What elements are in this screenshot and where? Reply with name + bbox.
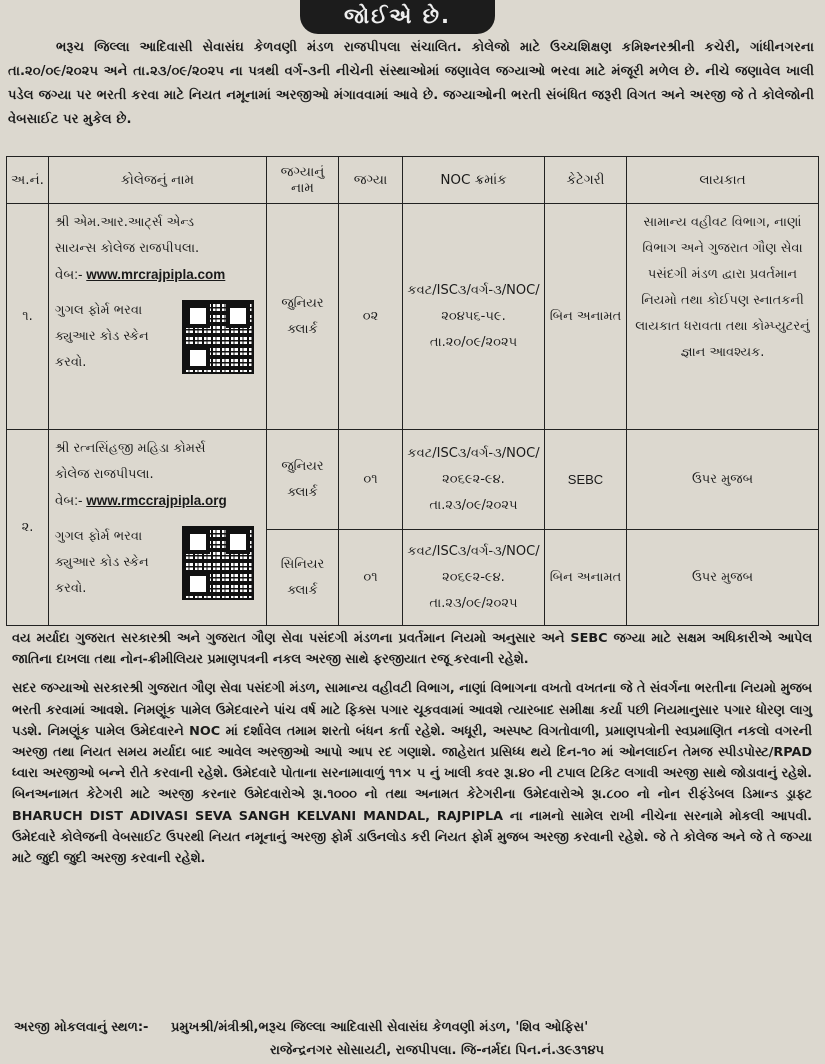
table-header-row <box>7 157 819 204</box>
row-noc: કવટ/ISC૩/વર્ગ-૩/NOC/૨૦૬૯૨-૯૪. તા.૨૩/૦૯/૨૦૨૫ <box>403 530 545 626</box>
college-name-line2: સાયન્સ કોલેજ રાજપીપલા. <box>55 241 200 256</box>
qr-section <box>55 298 260 376</box>
row-noc: કવટ/ISC૩/વર્ગ-૩/NOC/૨૦૪૫૬-૫૯. તા.૨૦/૦૯/૨૦૨૫ <box>403 204 545 430</box>
row-category: બિન અનામત <box>545 204 627 430</box>
header-noc: NOC ક્રમાંક <box>403 157 545 204</box>
college-name-line1: શ્રી એમ.આર.આર્ટ્સ એન્ડ <box>55 215 194 230</box>
row-sr: ૨. <box>7 430 49 626</box>
header-qualification: લાયકાત <box>627 157 819 204</box>
row-count: ૦૧ <box>339 430 403 530</box>
address-line-2: રાજેન્દ્રનગર સોસાયટી, રાજપીપલા. જિ-નર્મદા પિન.નં.૩૯૩૧૪૫ <box>270 1043 605 1058</box>
wanted-banner: જોઈએ છે. <box>300 0 495 34</box>
intro-paragraph <box>8 36 814 132</box>
website-label: વેબ:- <box>55 493 83 508</box>
row-count: ૦૧ <box>339 530 403 626</box>
header-count: જગ્યા <box>339 157 403 204</box>
college-name-line2: કોલેજ રાજપીપલા. <box>55 467 154 482</box>
college-website <box>55 488 260 514</box>
address-line-1: પ્રમુખશ્રી/મંત્રીશ્રી,ભરૂચ જિલ્લા આદિવાસી સેવાસંઘ કેળવણી મંડળ, 'શિવ ઓફિસ' <box>170 1020 589 1035</box>
row-college <box>49 204 267 430</box>
qr-instruction: ગુગલ ફોર્મ ભરવા ક્યુઆર કોડ સ્કેન કરવો. <box>55 303 149 370</box>
row-post: જુનિયર ક્લાર્ક <box>267 204 339 430</box>
row-qualification: ઉપર મુજબ <box>627 430 819 530</box>
intro-text: ભરૂચ જિલ્લા આદિવાસી સેવાસંઘ કેળવણી મંડળ રાજપીપલા સંચાલિત. કોલેજો માટે ઉચ્ચશિક્ષણ કમિશ્નરશ્રીની કચેરી, ગાંધીનગરના તા.૨૦/૦૯/૨૦૨૫ અને તા.૨૩/૦૯/૨૦૨૫ ના પત્રથી વર્ગ-૩ની નીચેની સંસ્થાઓમાં જણાવેલ જગ્યાઓ ભરવા માટે મંજૂરી મળેલ છે. નીચે જણાવેલ ખાલી પડેલ જગ્યા પર ભરતી કરવા માટે નિયત નમૂનામાં અરજીઓ મંગાવવામાં આવે છે. જગ્યાઓની ભરતી સંબંધિત જરૂરી વિગત અને અરજી જે તે કોલેજોની વેબસાઈટ પર મુકેલ છે. <box>8 40 814 127</box>
website-label: વેબ:- <box>55 267 83 282</box>
terms-paragraph-2: સદર જગ્યાઓ સરકારશ્રી ગુજરાત ગૌણ સેવા પસંદગી મંડળ, સામાન્ય વહીવટી વિભાગ, નાણાં વિભાગના વખતો વખતના જે તે સંવર્ગના ભરતીના નિયમો મુજબ ભરતી કરવામાં આવશે. નિમણૂંક પામેલ ઉમેદવારને પાંચ વર્ષ માટે ફિક્સ પગાર ચૂકવવામાં આવશે ત્યારબાદ સમીક્ષા કર્યા પછી નિયમાનુસાર પગાર ધોરણ લાગુ પડશે. નિમણૂંક પામેલ ઉમેદવારને NOC માં દર્શાવેલ તમામ શરતો બંધન કર્તા રહેશે. અધૂરી, અસ્પષ્ટ વિગતોવાળી, પ્રમાણપત્રોની સ્વપ્રમાણિત નકલો વગરની અરજી તથા નિયત સમય મર્યાદા બાદ આવેલ અરજીઓ આપો આપ રદ ગણાશે. જાહેરાત પ્રસિધ્ધ થયે દિન-૧૦ માં ઓનલાઈન તેમજ સ્પીડપોસ્ટ/RPAD ધ્વારા અરજીઓ બન્ને રીતે કરવાની રહેશે. ઉમેદવારે પોતાના સરનામાવાળું ૧૧× ૫ નું ખાલી કવર રૂા.૪૦ ની ટપાલ ટિકિટ લગાવી અરજી સાથે જોડાવાનું રહેશે. બિનઅનામત કેટેગરી માટે અરજી કરનાર ઉમેદવારોએ રૂા.૧૦૦૦ નો તથા અનામત કેટેગરીના ઉમેદવારોએ રૂા.૮૦૦ નો નોન રીફંડેબલ ડિમાન્ડ ડ્રાફ્ટ BHARUCH DIST ADIVASI SEVA SANGH KELVANI MANDAL, RAJPIPLA ના નામનો સામેલ રાખી નીચેના સરનામે મોકલી આપવી. ઉમેદવારે કોલેજની વેબસાઈટ ઉપરથી નિયત નમૂનાનું અરજી ફોર્મ ડાઉનલોડ કરી નિયત ફોર્મ મુજબ અરજી કરવાની રહેશે. જે તે કોલેજ અને જે તે જગ્યા માટે જુદી જુદી અરજી કરવાની રહેશે. <box>12 681 812 867</box>
website-link[interactable]: www.mrcrajpipla.com <box>86 267 226 282</box>
row-post: સિનિયર ક્લાર્ક <box>267 530 339 626</box>
row-qualification: ઉપર મુજબ <box>627 530 819 626</box>
qr-section <box>55 524 260 602</box>
row-post: જુનિયર ક્લાર્ક <box>267 430 339 530</box>
terms-paragraph-1: વય મર્યાદા ગુજરાત સરકારશ્રી અને ગુજરાત ગૌણ સેવા પસંદગી મંડળના પ્રવર્તમાન નિયમો અનુસાર અને SEBC જગ્યા માટે સક્ષમ અધિકારીએ આપેલ જાતિના દાખલા તથા નોન-ક્રીમીલિયર પ્રમાણપત્રની નકલ અરજી સાથે ફરજીયાત રજૂ કરવાની રહેશે. <box>12 631 812 668</box>
table-row <box>7 430 819 530</box>
qr-instruction: ગુગલ ફોર્મ ભરવા ક્યુઆર કોડ સ્કેન કરવો. <box>55 529 149 596</box>
address-block <box>14 1020 814 1035</box>
header-sr: અ.નં. <box>7 157 49 204</box>
table-row <box>7 204 819 430</box>
college-name-line1: શ્રી રત્નસિંહજી મહિડા કોમર્સ <box>55 441 206 456</box>
row-category: SEBC <box>545 430 627 530</box>
row-qualification: સામાન્ય વહીવટ વિભાગ, નાણાં વિભાગ અને ગુજરાત ગૌણ સેવા પસંદગી મંડળ દ્વારા પ્રવર્તમાન નિયમો તથા કોઈપણ સ્નાતકની લાયકાત ધરાવતા તથા કોમ્પ્યુટરનું જ્ઞાન આવશ્યક. <box>627 204 819 430</box>
qr-code-icon[interactable] <box>182 526 254 600</box>
terms-section <box>12 628 812 877</box>
header-post: જગ્યાનું નામ <box>267 157 339 204</box>
header-college: કોલેજનું નામ <box>49 157 267 204</box>
row-count: ૦૨ <box>339 204 403 430</box>
row-category: બિન અનામત <box>545 530 627 626</box>
address-label: અરજી મોકલવાનું સ્થળ:- <box>14 1020 149 1035</box>
website-link[interactable]: www.rmccrajpipla.org <box>86 493 227 508</box>
header-category: કેટેગરી <box>545 157 627 204</box>
qr-code-icon[interactable] <box>182 300 254 374</box>
college-website <box>55 262 260 288</box>
row-sr: ૧. <box>7 204 49 430</box>
row-noc: કવટ/ISC૩/વર્ગ-૩/NOC/૨૦૬૯૨-૯૪. તા.૨૩/૦૯/૨૦૨૫ <box>403 430 545 530</box>
vacancy-table <box>6 156 819 626</box>
row-college <box>49 430 267 626</box>
